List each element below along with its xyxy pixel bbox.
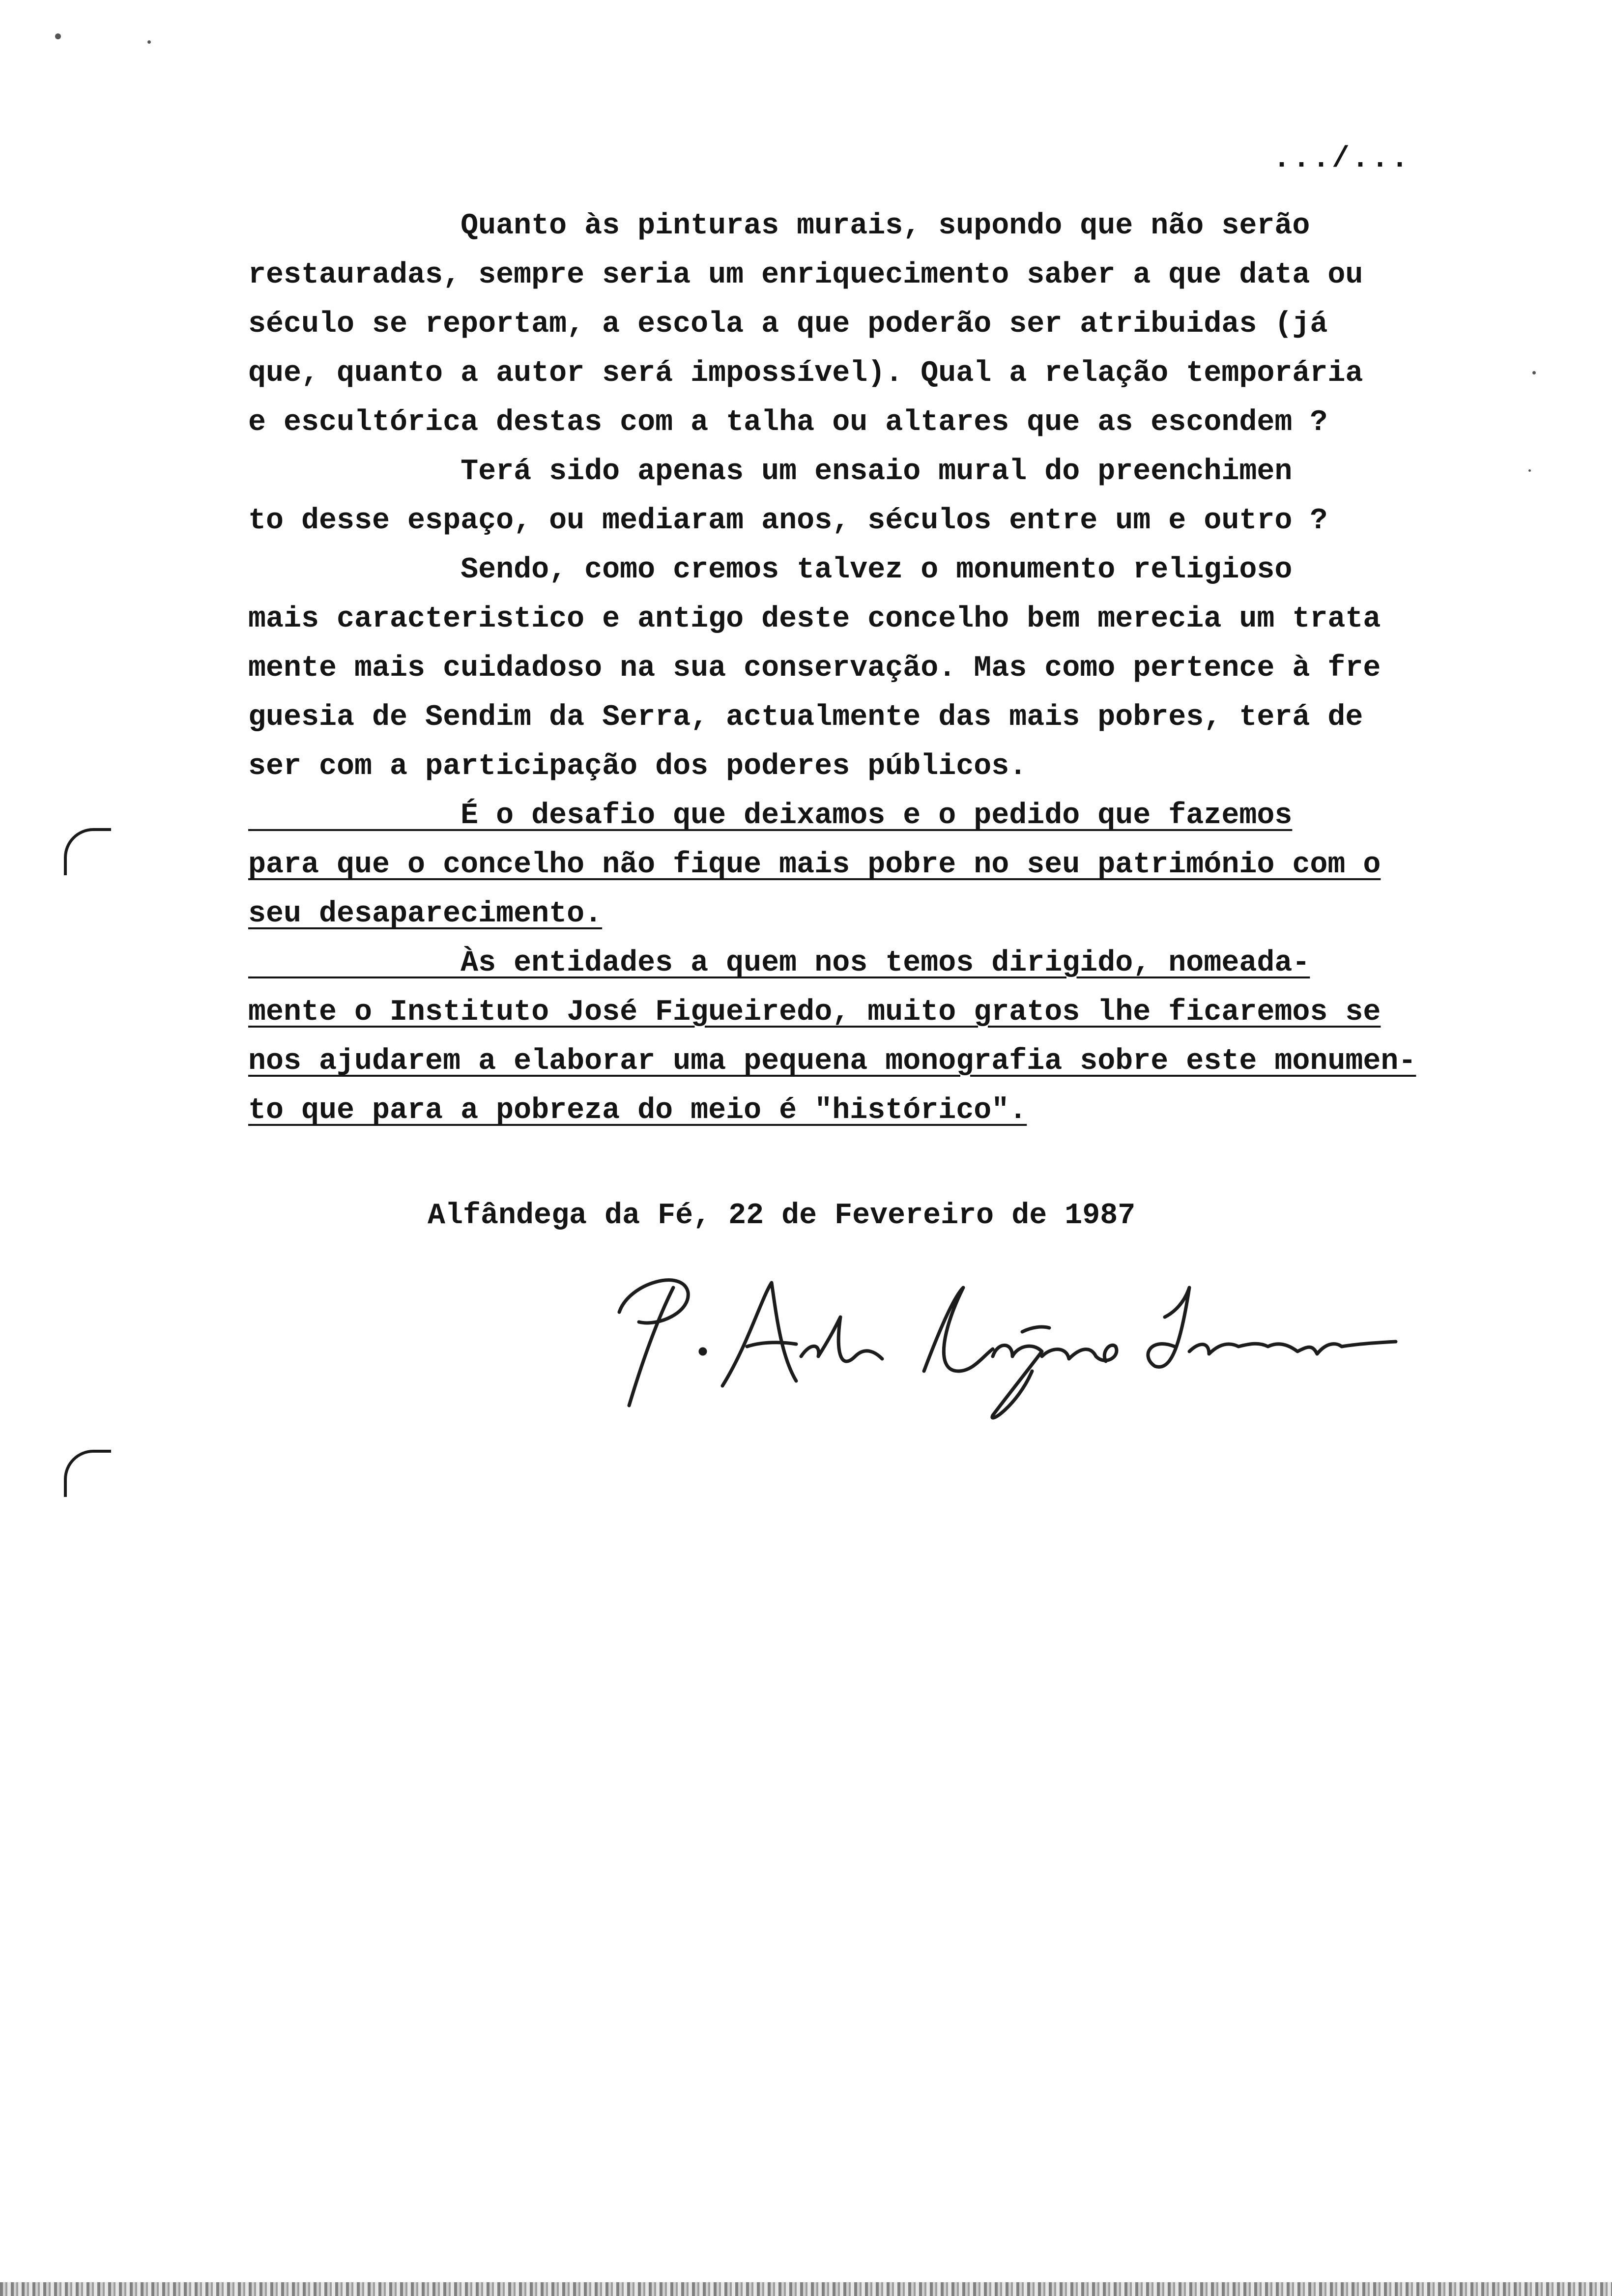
scan-speck bbox=[1532, 371, 1536, 374]
text-line: século se reportam, a escola a que poderão ser atribuidas (já bbox=[248, 308, 1328, 341]
continuation-mark: .../... bbox=[1273, 143, 1411, 176]
text-line: guesia de Sendim da Serra, actualmente das mais pobres, terá de bbox=[248, 701, 1363, 734]
text-line: Terá sido apenas um ensaio mural do preenchimen bbox=[248, 455, 1293, 488]
punch-hole-mark bbox=[64, 1450, 111, 1497]
text-line: Sendo, como cremos talvez o monumento religioso bbox=[248, 553, 1293, 587]
scan-edge-noise bbox=[0, 2282, 1612, 2296]
underlined-text: to que para a pobreza do meio é "histórico". bbox=[248, 1094, 1027, 1127]
underlined-text: mente o Instituto José Figueiredo, muito gratos lhe ficaremos se bbox=[248, 996, 1381, 1029]
text-line: que, quanto a autor será impossível). Qual a relação temporária bbox=[248, 357, 1363, 390]
scan-speck bbox=[55, 33, 61, 39]
text-line: e escultórica destas com a talha ou altares que as escondem ? bbox=[248, 406, 1328, 439]
handwritten-signature bbox=[600, 1258, 1406, 1425]
letter-body bbox=[248, 201, 1536, 1135]
underlined-text: Às entidades a quem nos temos dirigido, nomeada- bbox=[248, 947, 1310, 980]
punch-hole-mark bbox=[64, 828, 111, 875]
underlined-text: nos ajudarem a elaborar uma pequena monografia sobre este monumen- bbox=[248, 1045, 1416, 1078]
text-line bbox=[248, 840, 1536, 890]
paragraph-pinturas bbox=[248, 201, 1536, 447]
text-line: mais caracteristico e antigo deste concelho bem merecia um trata bbox=[248, 603, 1381, 636]
paragraph-monumento bbox=[248, 545, 1536, 791]
scan-speck bbox=[147, 40, 151, 44]
text-line: mente mais cuidadoso na sua conservação. Mas como pertence à fre bbox=[248, 652, 1381, 685]
underlined-text: seu desaparecimento. bbox=[248, 897, 603, 931]
text-line bbox=[248, 1037, 1536, 1086]
text-line: ser com a participação dos poderes públicos. bbox=[248, 750, 1027, 783]
text-line bbox=[248, 791, 1536, 840]
text-line bbox=[248, 988, 1536, 1037]
scan-speck bbox=[1528, 469, 1531, 472]
text-line: restauradas, sempre seria um enriquecimento saber a que data ou bbox=[248, 258, 1363, 292]
text-line: to desse espaço, ou mediaram anos, séculos entre um e outro ? bbox=[248, 504, 1328, 538]
paragraph-entidades bbox=[248, 939, 1536, 1135]
text-line: Quanto às pinturas murais, supondo que não serão bbox=[248, 209, 1310, 243]
paragraph-desafio bbox=[248, 791, 1536, 939]
underlined-text: para que o concelho não fique mais pobre no seu património com o bbox=[248, 848, 1381, 882]
underlined-text: É o desafio que deixamos e o pedido que fazemos bbox=[248, 799, 1293, 832]
text-line bbox=[248, 1086, 1536, 1135]
text-line bbox=[248, 939, 1536, 988]
text-line bbox=[248, 890, 1536, 939]
paragraph-ensaio bbox=[248, 447, 1536, 545]
place-and-date: Alfândega da Fé, 22 de Fevereiro de 1987 bbox=[428, 1199, 1136, 1233]
